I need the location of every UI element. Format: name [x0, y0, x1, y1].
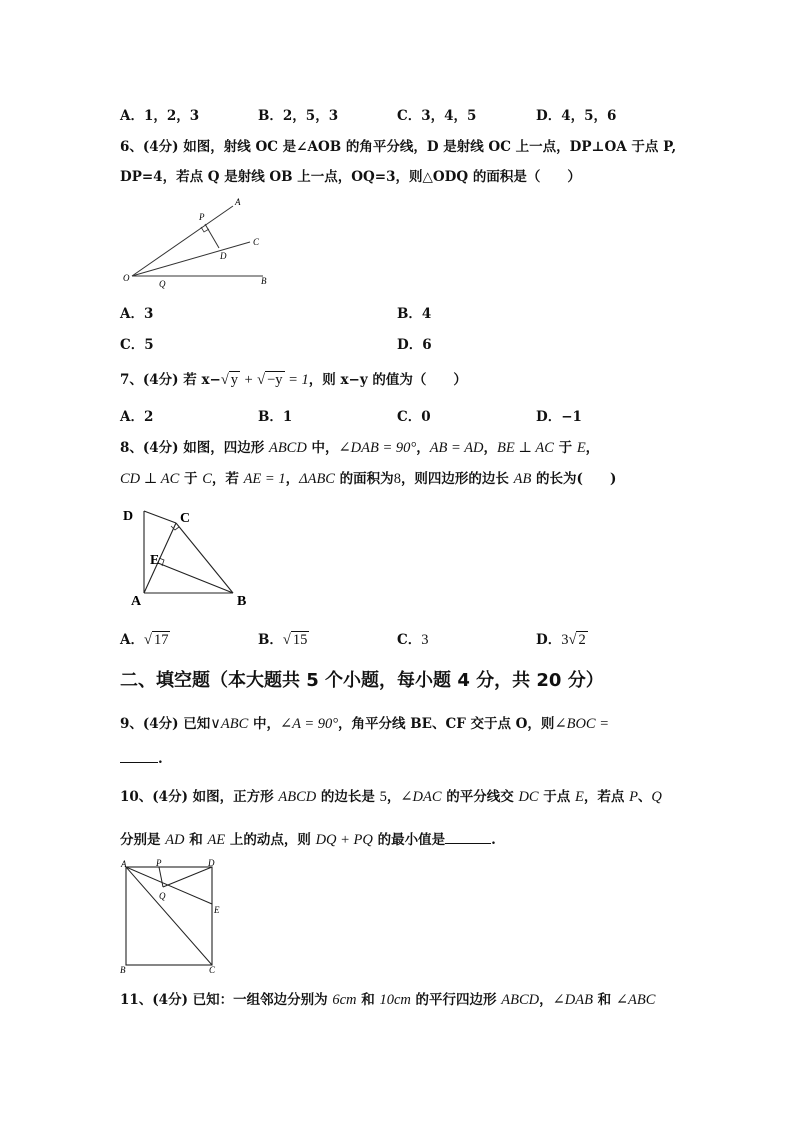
- q10-label-p: P: [156, 858, 162, 868]
- q6-option-c: C．5: [120, 337, 154, 353]
- q8-label-e: E: [150, 553, 160, 568]
- q9-answer-line: .: [120, 748, 163, 767]
- q6-label-c: C: [253, 237, 260, 247]
- q8-option-a: A．√ 17: [120, 632, 169, 648]
- q8-stem-line2: CD ⊥ AC 于 C，若 AE = 1，ΔABC 的面积为8，则四边形的边长 AB 的长为( ): [120, 471, 617, 487]
- q6-label-d: D: [220, 251, 227, 261]
- q8-label-d: D: [123, 509, 134, 524]
- q8-label-b: B: [237, 594, 247, 609]
- q10-answer-blank[interactable]: [445, 831, 491, 844]
- q10-label-a: A: [121, 859, 127, 869]
- q10-stem-line1: 10、(4分) 如图，正方形 ABCD 的边长是 5，∠DAC 的平分线交 DC 于点 E，若点 P、Q: [120, 789, 662, 805]
- q6-option-d: D．6: [397, 337, 432, 353]
- q6-stem-line1: 6、(4分) 如图，射线 OC 是∠AOB 的角平分线，D 是射线 OC 上一点，DP⊥OA 于点 P,: [120, 139, 677, 155]
- q7-stem: [120, 368, 467, 389]
- q10-label-c: C: [209, 965, 216, 975]
- q8-figure: [115, 500, 265, 612]
- q6-label-a: A: [235, 197, 241, 207]
- q7-prefix: 7、(4分) 若 x−: [120, 372, 221, 388]
- q8-stem-line1: 8、(4分) 如图，四边形 ABCD 中，∠DAB = 90°，AB = AD，BE ⊥ AC 于 E，: [120, 440, 600, 456]
- q6-label-p: P: [199, 212, 205, 222]
- q5-option-b: B．2，5，3: [258, 108, 339, 124]
- q8-label-c: C: [180, 511, 191, 526]
- q10-label-d: D: [208, 858, 215, 868]
- q6-option-a: A．3: [120, 306, 154, 322]
- q7-tail: ，则 x−y 的值为（ ）: [308, 372, 467, 388]
- q9-answer-blank[interactable]: [120, 748, 158, 763]
- q11-stem: 11、(4分) 已知：一组邻边分别为 6cm 和 10cm 的平行四边形 ABCD，∠DAB 和 ∠ABC: [120, 992, 656, 1008]
- q8-option-c: C．3: [397, 632, 429, 648]
- q7-option-c: C．0: [397, 409, 431, 425]
- q7-radical-1: √ y: [220, 372, 239, 388]
- q10-label-q: Q: [159, 891, 166, 901]
- q8-option-b: B．√ 15: [258, 632, 308, 648]
- q8-label-a: A: [131, 594, 142, 609]
- q7-radical-2: √ −y: [257, 372, 283, 388]
- q10-figure: [115, 858, 227, 976]
- q6-figure: [115, 193, 280, 289]
- q10-label-e: E: [214, 905, 220, 915]
- q6-label-q: Q: [159, 279, 166, 289]
- q8-option-d: D．3√ 2: [536, 632, 586, 648]
- q7-eq: = 1: [284, 372, 309, 388]
- q7-option-d: D．−1: [536, 409, 582, 425]
- q7-plus: +: [240, 372, 258, 388]
- q10-stem-line2: 分别是 AD 和 AE 上的动点，则 DQ + PQ 的最小值是 .: [120, 832, 496, 848]
- q5-option-c: C．3，4，5: [397, 108, 477, 124]
- q6-option-b: B．4: [397, 306, 432, 322]
- q7-option-b: B．1: [258, 409, 293, 425]
- q5-option-d: D．4，5，6: [536, 108, 617, 124]
- q6-stem-line2: DP=4，若点 Q 是射线 OB 上一点，OQ=3，则△ODQ 的面积是（ ）: [120, 169, 581, 185]
- q10-label-b: B: [120, 965, 126, 975]
- q6-label-b: B: [261, 276, 267, 286]
- q7-option-a: A．2: [120, 409, 154, 425]
- q6-label-o: O: [123, 273, 130, 283]
- q5-option-a: A．1，2，3: [120, 108, 200, 124]
- q9-stem: 9、(4分) 已知∨ABC 中，∠A = 90°，角平分线 BE、CF 交于点 O，则∠BOC =: [120, 716, 609, 732]
- section-heading: 二、填空题（本大题共 5 个小题，每小题 4 分，共 20 分）: [120, 670, 604, 691]
